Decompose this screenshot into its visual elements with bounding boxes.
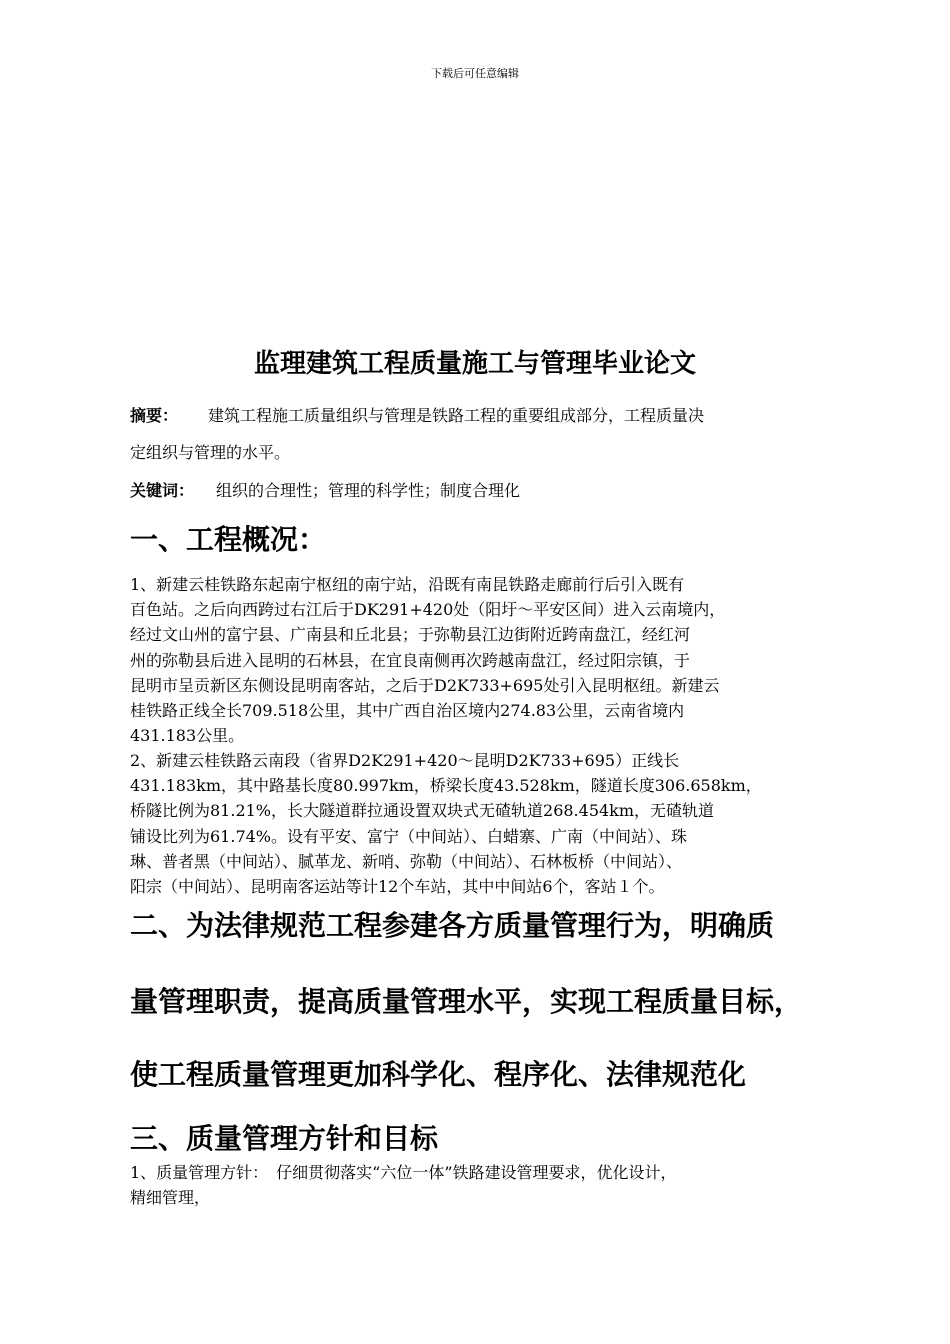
paragraph-line: 百色站。之后向西跨过右江后于DK291+420处（阳圩～平安区间）进入云南境内， xyxy=(130,600,726,620)
paragraph-line: 桥隧比例为81.21%，长大隧道群拉通设置双块式无碴轨道268.454km，无碴轨道 xyxy=(130,801,715,821)
abstract-text-1: 建筑工程施工质量组织与管理是铁路工程的重要组成部分，工程质量决 xyxy=(208,406,705,425)
section-3-heading: 三、质量管理方针和目标 xyxy=(130,1122,439,1155)
paragraph-line: 1、新建云桂铁路东起南宁枢纽的南宁站，沿既有南昆铁路走廊前行后引入既有 xyxy=(130,575,685,594)
paragraph-line: 431.183公里。 xyxy=(130,726,245,746)
section-2-heading-line-1: 二、为法律规范工程参建各方质量管理行为，明确质 xyxy=(130,909,775,942)
paragraph-line: 铺设比列为61.74%。设有平安、富宁（中间站）、白蜡寨、广南（中间站）、珠 xyxy=(130,826,688,846)
section-1-heading: 一、工程概况： xyxy=(130,523,327,556)
paragraph-line: 2、新建云桂铁路云南段（省界D2K291+420～昆明D2K733+695）正线长 xyxy=(130,751,680,770)
paragraph-line: 州的弥勒县后进入昆明的石林县，在宜良南侧再次跨越南盘江，经过阳宗镇，于 xyxy=(130,650,691,670)
keywords-text: 组织的合理性；管理的科学性；制度合理化 xyxy=(216,481,521,500)
paragraph-line: 精细管理， xyxy=(130,1188,211,1208)
paragraph-line: 桂铁路正线全长709.518公里，其中广西自治区境内274.83公里，云南省境内 xyxy=(130,701,685,721)
keywords-line xyxy=(130,478,830,501)
abstract-label: 摘要： xyxy=(130,406,179,425)
abstract-line-1 xyxy=(130,403,830,426)
paragraph-line: 1、质量管理方针： 仔细贯彻落实“六位一体”铁路建设管理要求，优化设计， xyxy=(130,1163,677,1182)
section-2-heading-line-3: 使工程质量管理更加科学化、程序化、法律规范化 xyxy=(130,1058,747,1091)
header-note: 下载后可任意编辑 xyxy=(431,67,519,80)
paragraph-line: 昆明市呈贡新区东侧设昆明南客站，之后于D2K733+695处引入昆明枢纽。新建云 xyxy=(130,675,720,695)
paragraph-line: 431.183km，其中路基长度80.997km，桥梁长度43.528km，隧道长度306.658km， xyxy=(130,776,762,796)
abstract-line-2: 定组织与管理的水平。 xyxy=(130,443,291,462)
section-2-heading-line-2: 量管理职责，提高质量管理水平，实现工程质量目标， xyxy=(130,985,803,1018)
paragraph-line: 阳宗（中间站）、昆明南客运站等计12个车站，其中中间站6个，客站１个。 xyxy=(130,877,665,897)
paragraph-line: 经过文山州的富宁县、广南县和丘北县；于弥勒县江边街附近跨南盘江，经红河 xyxy=(130,625,691,645)
paragraph-line: 琳、普者黑（中间站）、腻革龙、新哨、弥勒（中间站）、石林板桥（中间站）、 xyxy=(130,851,683,871)
keywords-label: 关键词： xyxy=(130,481,195,500)
section-1-paragraph-2 xyxy=(130,748,820,899)
section-1-paragraph-1 xyxy=(130,572,820,748)
section-3-paragraph-1 xyxy=(130,1160,820,1210)
document-title: 监理建筑工程质量施工与管理毕业论文 xyxy=(253,349,696,379)
